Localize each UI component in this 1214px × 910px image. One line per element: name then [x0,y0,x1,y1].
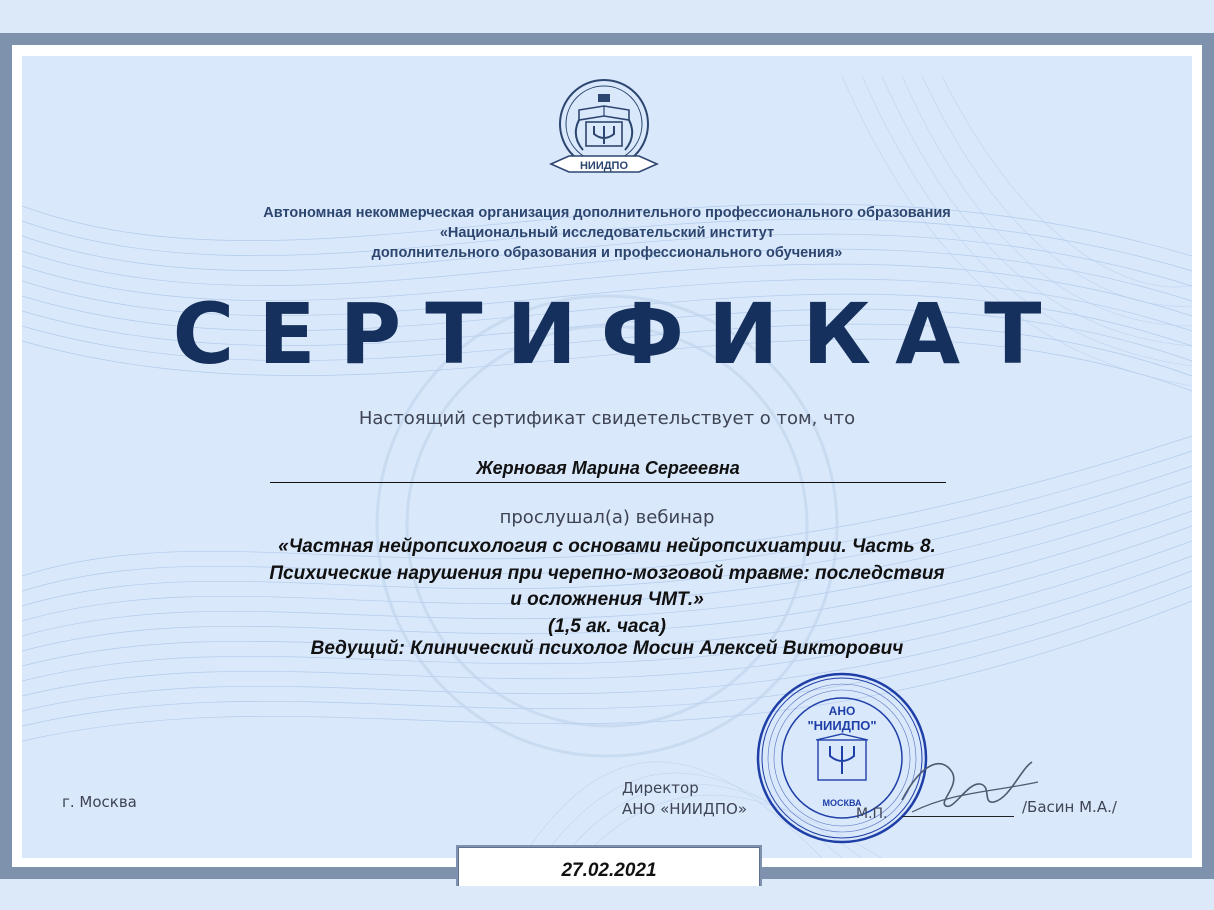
org-line-1: Автономная некоммерческая организация дополнительного профессионального образования [263,205,951,221]
top-strip [0,0,1214,24]
svg-text:НИИДПО: НИИДПО [579,160,629,172]
svg-text:МОСКВА: МОСКВА [822,798,862,808]
organization-name [22,203,1192,263]
city: г. Москва [62,793,137,811]
course-line-3: и осложнения ЧМТ.» [510,589,704,610]
director-signature [842,752,1042,824]
course-hours: (1,5 ак. часа) [548,615,666,637]
director-block [622,778,747,820]
org-line-2: «Национальный исследовательский институт [439,225,775,241]
director-name: /Басин М.А./ [1022,798,1117,816]
svg-text:АНО: АНО [828,704,856,718]
course-line-2: Психические нарушения при черепно-мозговой травме: последствия [269,562,945,584]
listened-text: прослушал(а) вебинар [499,507,715,528]
course-title [22,534,1192,640]
svg-text:М.П.: М.П. [856,806,888,822]
certificate-title: СЕРТИФИКАТ [172,285,1066,383]
director-org: АНО «НИИДПО» [622,800,747,818]
org-line-3: дополнительного образования и профессионального обучения» [371,245,843,261]
signature-line [902,816,1014,817]
svg-text:"НИИДПО": "НИИДПО" [807,718,877,733]
certificate-sheet [22,56,1192,858]
intro-text: Настоящий сертификат свидетельствует о том, что [358,408,856,429]
lecturer: Ведущий: Клинический психолог Мосин Алексей Викторович [310,638,904,659]
recipient-name: Жерновая Марина Сергеевна [270,458,946,483]
issue-date: 27.02.2021 [456,845,762,896]
course-line-1: «Частная нейропсихология с основами нейропсихиатрии. Часть 8. [278,536,936,557]
director-title: Директор [622,779,699,797]
niidpo-logo [539,76,669,192]
bottom-strip [0,886,1214,910]
